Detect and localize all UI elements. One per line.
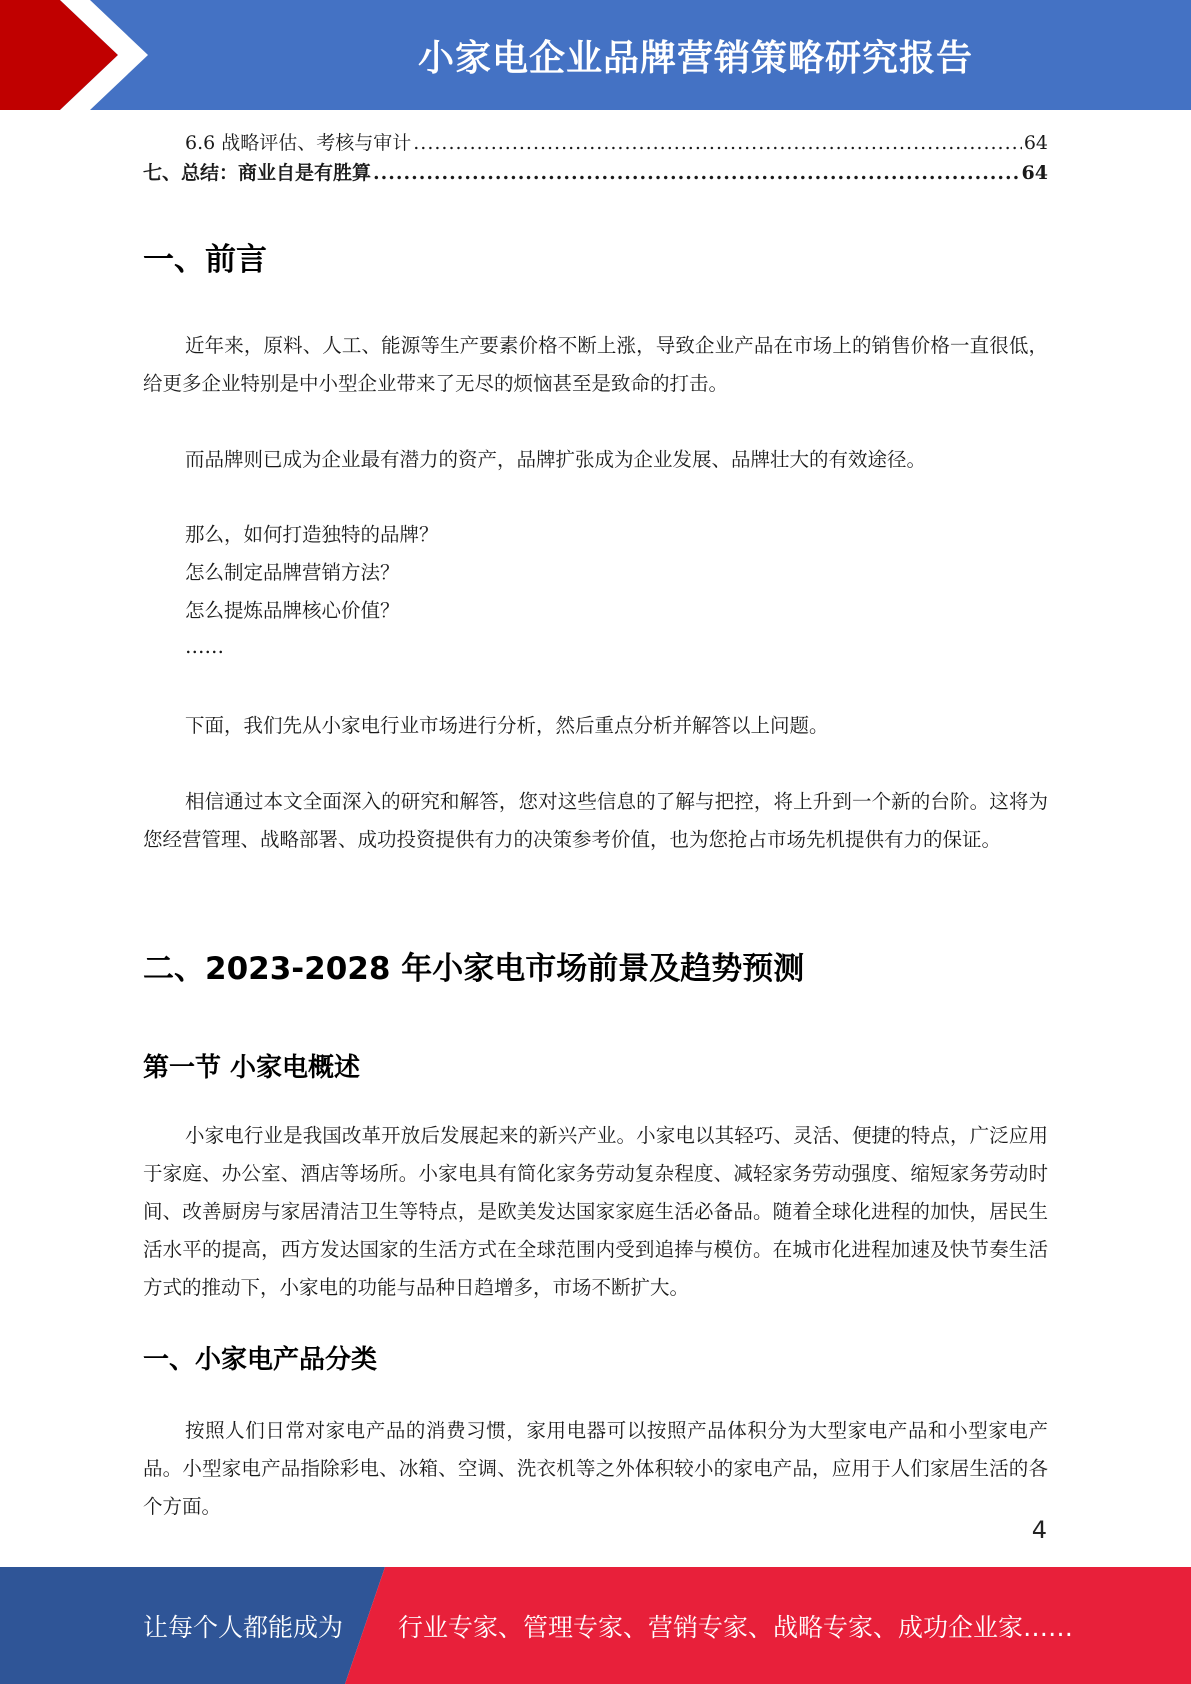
section-heading: 一、前言	[143, 242, 267, 278]
toc-leader-dots	[413, 128, 1022, 158]
subsection-heading: 第一节 小家电概述	[143, 1053, 361, 1083]
paragraph: 小家电行业是我国改革开放后发展起来的新兴产业。小家电以其轻巧、灵活、便捷的特点，广泛应用于家庭、办公室、酒店等场所。小家电具有简化家务劳动复杂程度、减轻家务劳动强度、缩短家务劳动时间、改善厨房与家居清洁卫生等特点，是欧美发达国家家庭生活必备品。随着全球化进程的加快，居民生活水平的提高，西方发达国家的生活方式在全球范围内受到追捧与模仿。在城市化进程加速及快节奏生活方式的推动下，小家电的功能与品种日趋增多，市场不断扩大。	[143, 1124, 1048, 1299]
paragraph: 相信通过本文全面深入的研究和解答，您对这些信息的了解与把控，将上升到一个新的台阶。这将为您经营管理、战略部署、成功投资提供有力的决策参考价值，也为您抢占市场先机提供有力的保证。	[143, 790, 1048, 851]
page-number: 4	[1031, 1516, 1047, 1544]
question-line: 那么，如何打造独特的品牌？	[185, 523, 439, 546]
ellipsis-line: ……	[185, 635, 224, 658]
footer-slogan-left: 让每个人都能成为	[143, 1612, 344, 1642]
footer-slogan-right: 行业专家、管理专家、营销专家、战略专家、成功企业家……	[398, 1612, 1074, 1642]
paragraph: 而品牌则已成为企业最有潜力的资产，品牌扩张成为企业发展、品牌壮大的有效途径。	[185, 448, 927, 471]
question-line: 怎么提炼品牌核心价值？	[185, 599, 400, 622]
toc-entry-page: 64	[1021, 162, 1048, 184]
toc-entry-label: 七、总结：商业自是有胜算	[143, 162, 372, 184]
question-line: 怎么制定品牌营销方法？	[185, 561, 400, 584]
toc-entry[interactable]	[143, 158, 1048, 188]
page-footer	[0, 1567, 1191, 1684]
toc-entry-label: 6.6 战略评估、考核与审计	[185, 132, 412, 154]
report-title: 小家电企业品牌营销策略研究报告	[417, 37, 973, 79]
header-arrow-decoration	[0, 0, 200, 110]
page-header	[0, 0, 1191, 110]
paragraph: 按照人们日常对家电产品的消费习惯，家用电器可以按照产品体积分为大型家电产品和小型家电产品。小型家电产品指除彩电、冰箱、空调、洗衣机等之外体积较小的家电产品，应用于人们家居生活的各个方面。	[143, 1419, 1048, 1518]
toc-entry[interactable]	[185, 128, 1048, 158]
toc-leader-dots	[373, 158, 1020, 188]
paragraph: 近年来，原料、人工、能源等生产要素价格不断上涨，导致企业产品在市场上的销售价格一直很低，给更多企业特别是中小型企业带来了无尽的烦恼甚至是致命的打击。	[143, 334, 1048, 395]
subsection-heading: 一、小家电产品分类	[143, 1345, 378, 1375]
paragraph: 下面，我们先从小家电行业市场进行分析，然后重点分析并解答以上问题。	[185, 714, 829, 737]
section-heading: 二、2023-2028 年小家电市场前景及趋势预测	[143, 951, 805, 987]
toc-entry-page: 64	[1023, 132, 1048, 154]
